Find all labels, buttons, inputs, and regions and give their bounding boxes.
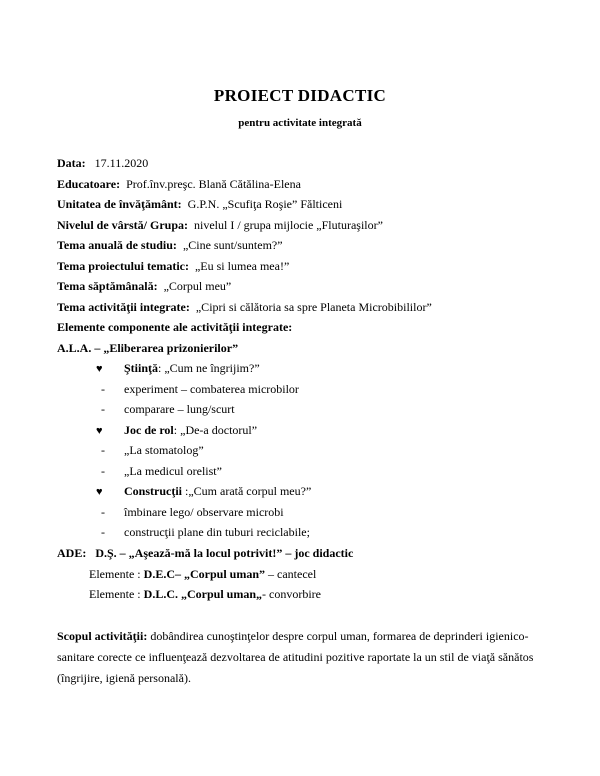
ade-ds-text: D.Ş. – „Aşează-mă la locul potrivit!” – joc didactic <box>95 546 354 560</box>
constructii-label: Construcţii <box>124 484 182 498</box>
ala-heading: A.L.A. – „Eliberarea prizonierilor” <box>57 341 239 355</box>
stiinta-label: Ştiinţă <box>124 361 159 375</box>
dash-bullet: - <box>101 505 105 519</box>
joc-rol-label: Joc de rol <box>124 423 174 437</box>
dash-bullet: - <box>101 443 105 457</box>
ade-row <box>57 546 353 560</box>
dash-bullet: - <box>101 402 105 416</box>
ade-label: ADE: <box>57 546 87 560</box>
stiinta-item-text: experiment – combaterea microbilor <box>124 382 299 396</box>
stiinta-item-text: comparare – lung/scurt <box>124 402 235 416</box>
dlc-rest: - convorbire <box>262 587 321 601</box>
stiinta-row <box>96 361 260 376</box>
tema-activitate-value: „Cipri si călătoria sa spre Planeta Microbibililor” <box>195 300 432 314</box>
stiinta-value: : „Cum ne îngrijim?” <box>158 361 260 375</box>
dash-bullet: - <box>101 525 105 539</box>
scop-text-line2: sanitare corecte ce influenţează dezvoltarea de atitudini pozitive raportate la un stil de viaţă sănătos <box>57 650 534 664</box>
constructii-item <box>101 525 310 539</box>
educatoare-label: Educatoare: <box>57 177 121 191</box>
ade-dec-row <box>89 567 316 581</box>
date-value: 17.11.2020 <box>94 156 149 170</box>
dash-bullet: - <box>101 464 105 478</box>
joc-rol-item <box>101 443 204 457</box>
ade-dlc-row <box>89 587 321 601</box>
tema-saptamanala-label: Tema săptămânală: <box>57 279 158 293</box>
scop-paragraph-line1 <box>57 626 545 647</box>
joc-rol-item <box>101 464 222 478</box>
tema-proiect-label: Tema proiectului tematic: <box>57 259 189 273</box>
educatoare-row <box>57 177 301 191</box>
constructii-value: :„Cum arată corpul meu?” <box>182 484 312 498</box>
dlc-prefix: Elemente : <box>89 587 144 601</box>
heart-bullet-icon: ♥ <box>96 425 103 437</box>
unitate-label: Unitatea de învăţământ: <box>57 197 182 211</box>
tema-proiect-row <box>57 259 289 273</box>
tema-saptamanala-value: „Corpul meu” <box>163 279 232 293</box>
tema-anuala-value: „Cine sunt/suntem?” <box>182 238 283 252</box>
constructii-row <box>96 484 311 499</box>
scop-text-line3: (îngrijire, igienă personală). <box>57 671 191 685</box>
nivel-value: nivelul I / grupa mijlocie „Fluturaşilor” <box>194 218 383 232</box>
dlc-bold: D.L.C. „Corpul uman„ <box>143 587 263 601</box>
tema-activitate-row <box>57 300 432 314</box>
unitate-value: G.P.N. „Scufiţa Roşie” Fălticeni <box>187 197 343 211</box>
joc-rol-item-text: „La medicul orelist” <box>124 464 222 478</box>
tema-activitate-label: Tema activităţii integrate: <box>57 300 190 314</box>
educatoare-value: Prof.înv.preşc. Blană Cătălina-Elena <box>126 177 301 191</box>
tema-proiect-value: „Eu si lumea mea!” <box>194 259 290 273</box>
date-label: Data: <box>57 156 86 170</box>
tema-saptamanala-row <box>57 279 231 293</box>
constructii-item-text: îmbinare lego/ observare microbi <box>124 505 284 519</box>
tema-anuala-row <box>57 238 283 252</box>
constructii-item-text: construcţii plane din tuburi reciclabile; <box>124 525 310 539</box>
stiinta-item <box>101 382 299 396</box>
nivel-label: Nivelul de vârstă/ Grupa: <box>57 218 188 232</box>
unitate-row <box>57 197 342 211</box>
document-title: PROIECT DIDACTIC <box>213 86 387 105</box>
joc-rol-row <box>96 423 257 438</box>
date-row <box>57 156 148 170</box>
document-subtitle: pentru activitate integrată <box>238 117 362 129</box>
dash-bullet: - <box>101 382 105 396</box>
nivel-row <box>57 218 383 232</box>
dec-prefix: Elemente : <box>89 567 144 581</box>
scop-label: Scopul activităţii: <box>57 629 148 643</box>
tema-anuala-label: Tema anuală de studiu: <box>57 238 177 252</box>
constructii-item <box>101 505 284 519</box>
heart-bullet-icon: ♥ <box>96 363 103 375</box>
heart-bullet-icon: ♥ <box>96 486 103 498</box>
joc-rol-value: : „De-a doctorul” <box>173 423 258 437</box>
dec-rest: – cantecel <box>265 567 317 581</box>
stiinta-item <box>101 402 235 416</box>
dec-bold: D.E.C– „Corpul uman” <box>143 567 266 581</box>
scop-text-line1: dobândirea cunoştinţelor despre corpul uman, formarea de deprinderi igienico- <box>147 629 529 643</box>
joc-rol-item-text: „La stomatolog” <box>124 443 204 457</box>
elemente-heading: Elemente componente ale activităţii integrate: <box>57 320 293 334</box>
